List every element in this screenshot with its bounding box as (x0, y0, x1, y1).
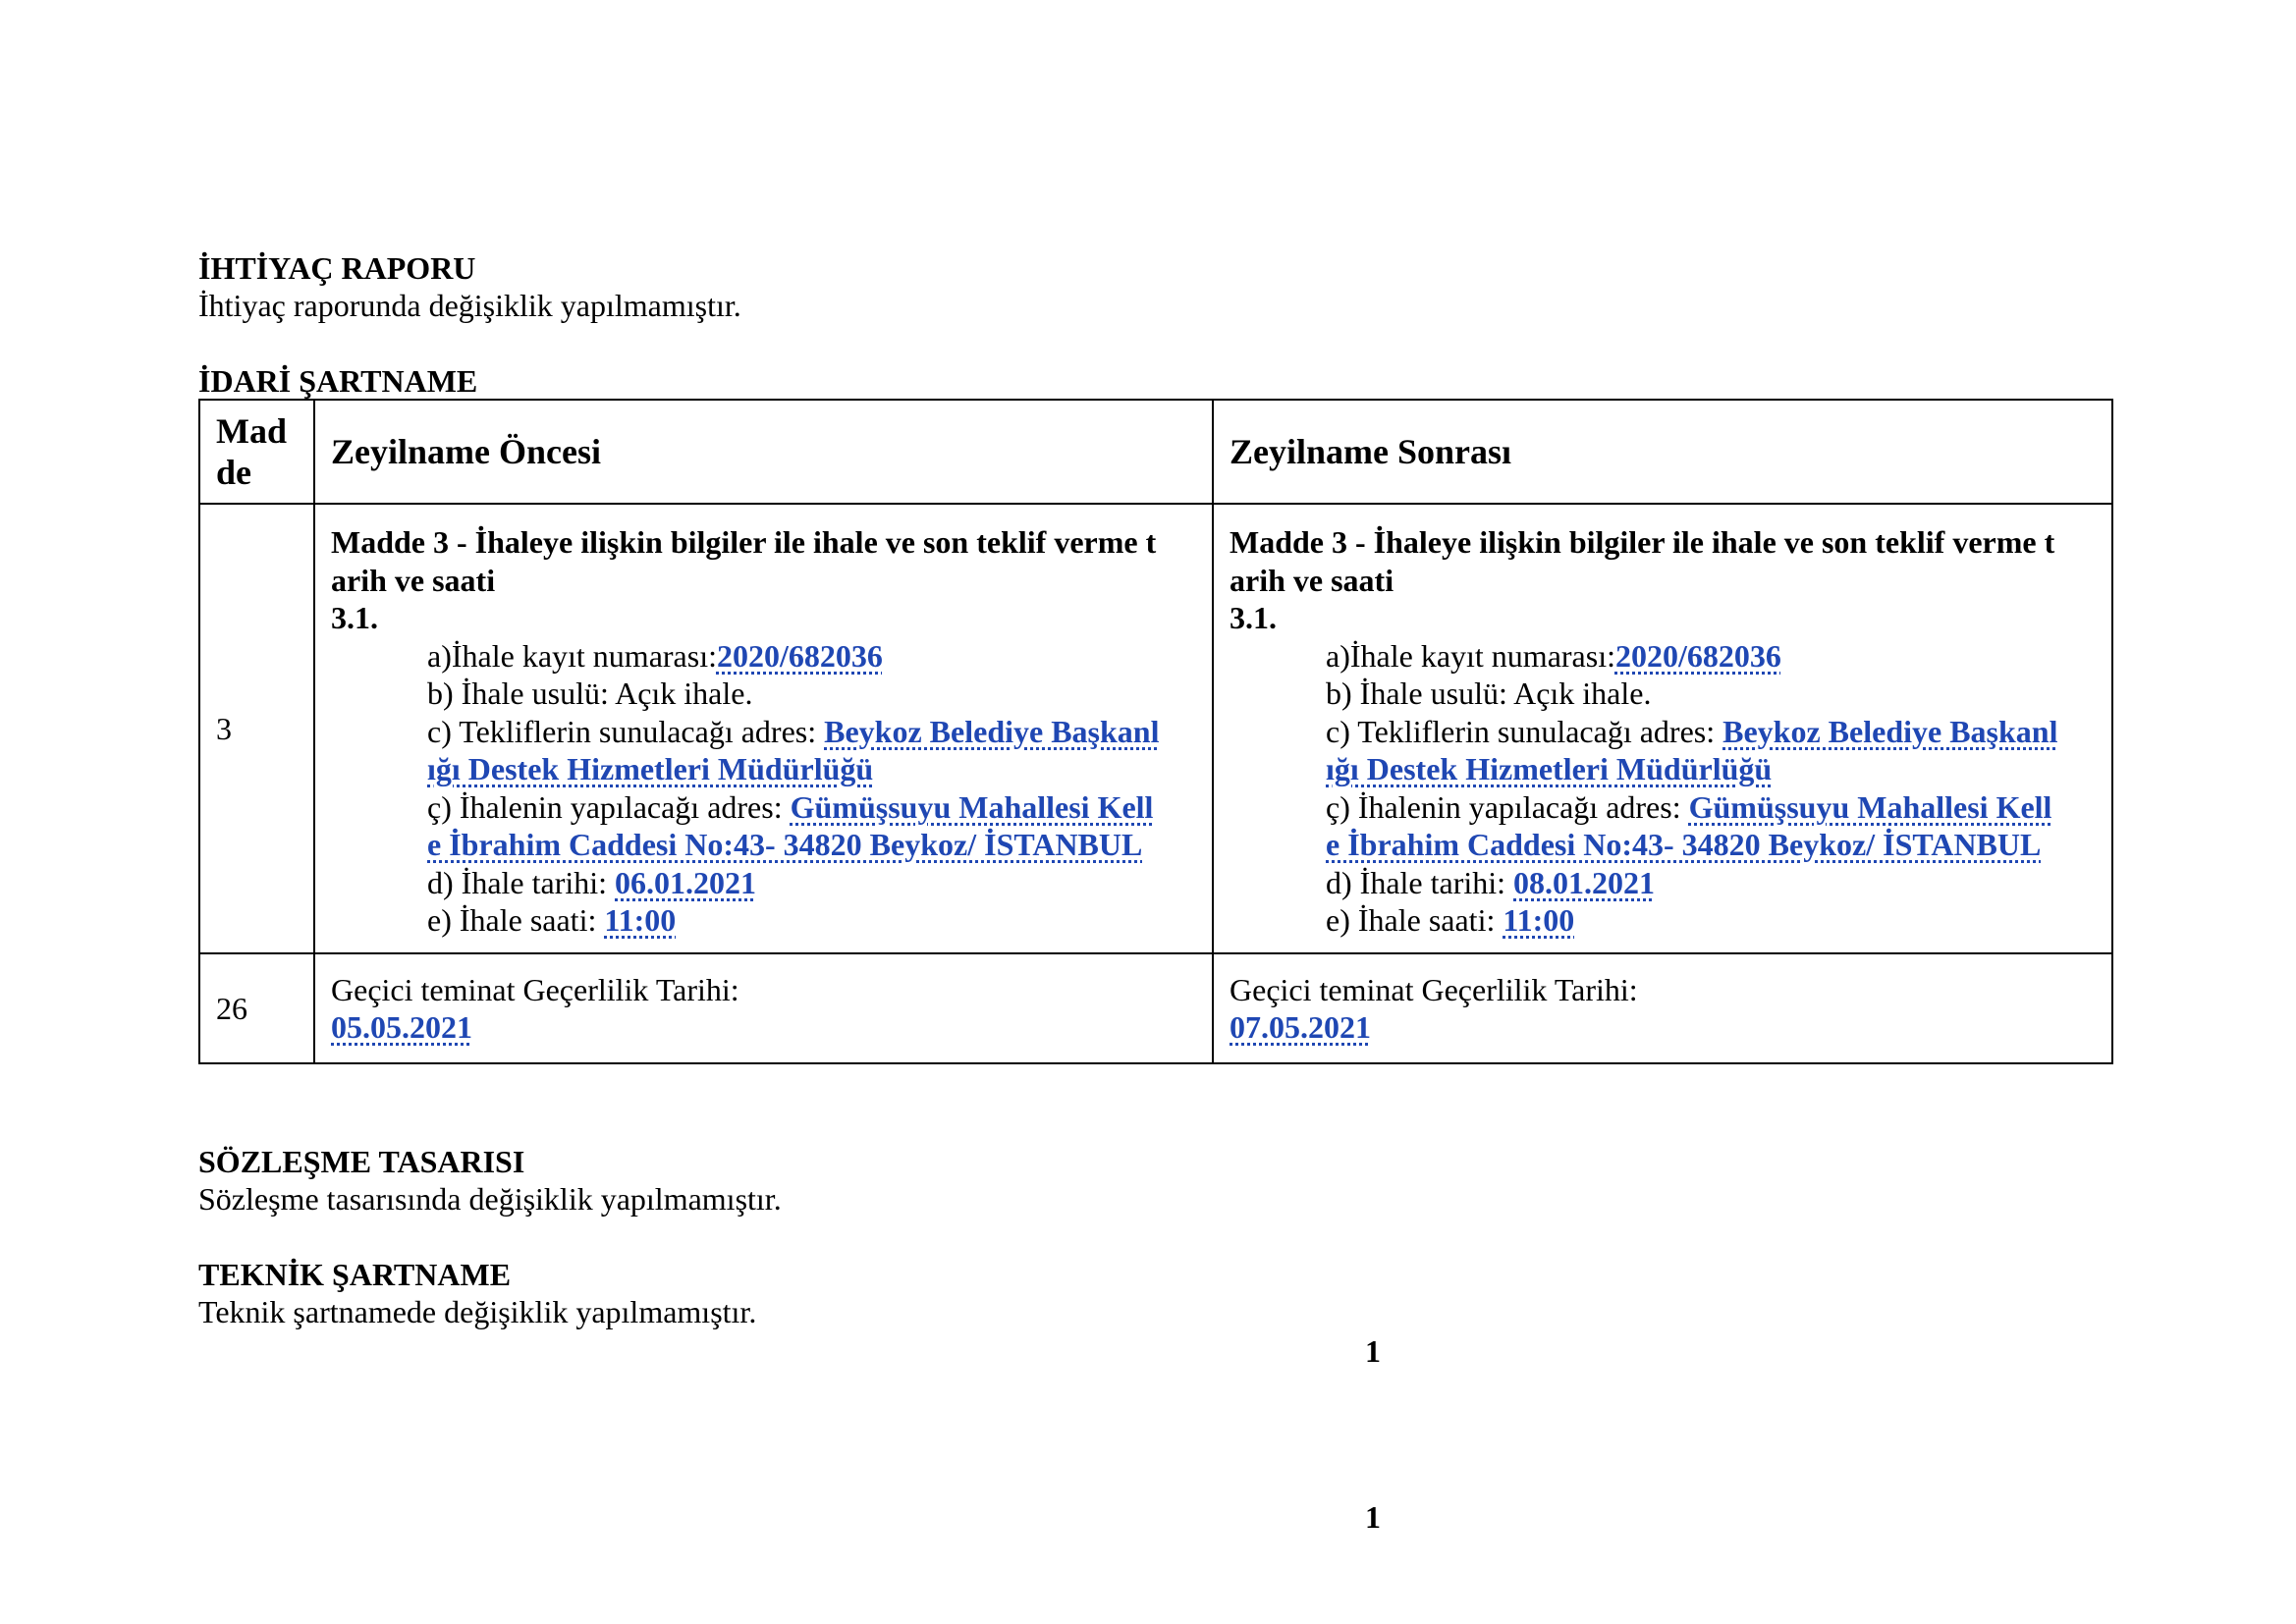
item-d: d) İhale tarihi: 06.01.2021 (427, 864, 757, 900)
teminat-label: Geçici teminat Geçerlilik Tarihi: (1230, 971, 1638, 1007)
subsection-number: 3.1. (331, 600, 378, 636)
table-row (199, 504, 2112, 953)
before-cell (314, 504, 1213, 953)
teklif-adres-link[interactable]: Beykoz Belediye Başkanl (824, 713, 1160, 749)
table-row (199, 953, 2112, 1063)
madde-number: 3 (199, 504, 314, 953)
teklif-adres-link-cont[interactable]: ığı Destek Hizmetleri Müdürlüğü (1326, 751, 1773, 787)
teminat-label: Geçici teminat Geçerlilik Tarihi: (331, 971, 739, 1007)
item-cc: ç) İhalenin yapılacağı adres: Gümüşsuyu Mahallesi Kell e İbrahim Caddesi No:43- 34820 Beykoz/ İSTANBUL (1326, 788, 2052, 863)
madde-title: Madde 3 - İhaleye ilişkin bilgiler ile ihale ve son teklif verme t arih ve saati (1230, 524, 2055, 598)
amendment-table (198, 399, 2113, 1064)
ihale-adres-link-cont[interactable]: e İbrahim Caddesi No:43- 34820 Beykoz/ İSTANBUL (427, 827, 1143, 863)
ihale-saati-link[interactable]: 11:00 (604, 902, 677, 939)
section-text-ihtiyac: İhtiyaç raporunda değişiklik yapılmamıştır. (198, 288, 741, 323)
ihale-kayit-link[interactable]: 2020/682036 (716, 637, 883, 674)
teklif-adres-link[interactable]: Beykoz Belediye Başkanl (1722, 713, 2058, 749)
item-d: d) İhale tarihi: 08.01.2021 (1326, 864, 1656, 900)
teklif-adres-link-cont[interactable]: ığı Destek Hizmetleri Müdürlüğü (427, 751, 874, 787)
item-b: b) İhale usulü: Açık ihale. (427, 676, 753, 712)
section-text-teknik: Teknik şartnamede değişiklik yapılmamıştır. (198, 1294, 757, 1329)
item-c: c) Tekliflerin sunulacağı adres: Beykoz Belediye Başkanl ığı Destek Hizmetleri Müdürlüğü (427, 713, 1160, 787)
item-e: e) İhale saati: 11:00 (1326, 902, 1575, 939)
header-madde: Mad de (199, 400, 314, 504)
madde-number: 26 (199, 953, 314, 1063)
page-number: 1 (1365, 1333, 1381, 1369)
teminat-date-link[interactable]: 05.05.2021 (331, 1009, 472, 1045)
item-c: c) Tekliflerin sunulacağı adres: Beykoz Belediye Başkanl ığı Destek Hizmetleri Müdürlüğü (1326, 713, 2058, 787)
madde-title: Madde 3 - İhaleye ilişkin bilgiler ile ihale ve son teklif verme t arih ve saati (331, 524, 1157, 598)
table-header-row (199, 400, 2112, 504)
section-title-sozlesme: SÖZLEŞME TASARISI (198, 1144, 525, 1179)
header-after: Zeyilname Sonrası (1213, 400, 2112, 504)
section-title-teknik: TEKNİK ŞARTNAME (198, 1257, 512, 1292)
after-cell (1213, 953, 2112, 1063)
ihale-kayit-link[interactable]: 2020/682036 (1614, 637, 1781, 674)
ihale-adres-link[interactable]: Gümüşsuyu Mahallesi Kell (790, 788, 1154, 825)
ihale-adres-link[interactable]: Gümüşsuyu Mahallesi Kell (1688, 788, 2052, 825)
ihale-tarihi-link[interactable]: 06.01.2021 (615, 864, 757, 900)
section-title-ihtiyac: İHTİYAÇ RAPORU (198, 250, 476, 286)
item-b: b) İhale usulü: Açık ihale. (1326, 676, 1652, 712)
subsection-number: 3.1. (1230, 600, 1277, 636)
item-a: a)İhale kayıt numarası:2020/682036 (1326, 637, 1781, 674)
after-cell (1213, 504, 2112, 953)
item-cc: ç) İhalenin yapılacağı adres: Gümüşsuyu Mahallesi Kell e İbrahim Caddesi No:43- 34820 Beykoz/ İSTANBUL (427, 788, 1154, 863)
ihale-adres-link-cont[interactable]: e İbrahim Caddesi No:43- 34820 Beykoz/ İSTANBUL (1326, 827, 2042, 863)
section-text-sozlesme: Sözleşme tasarısında değişiklik yapılmamıştır. (198, 1181, 782, 1217)
item-e: e) İhale saati: 11:00 (427, 902, 677, 939)
before-cell (314, 953, 1213, 1063)
ihale-tarihi-link[interactable]: 08.01.2021 (1513, 864, 1656, 900)
header-before: Zeyilname Öncesi (314, 400, 1213, 504)
section-title-idari: İDARİ ŞARTNAME (198, 363, 478, 399)
page-number: 1 (1365, 1499, 1381, 1535)
ihale-saati-link[interactable]: 11:00 (1503, 902, 1575, 939)
item-a: a)İhale kayıt numarası:2020/682036 (427, 637, 883, 674)
teminat-date-link[interactable]: 07.05.2021 (1230, 1009, 1371, 1045)
